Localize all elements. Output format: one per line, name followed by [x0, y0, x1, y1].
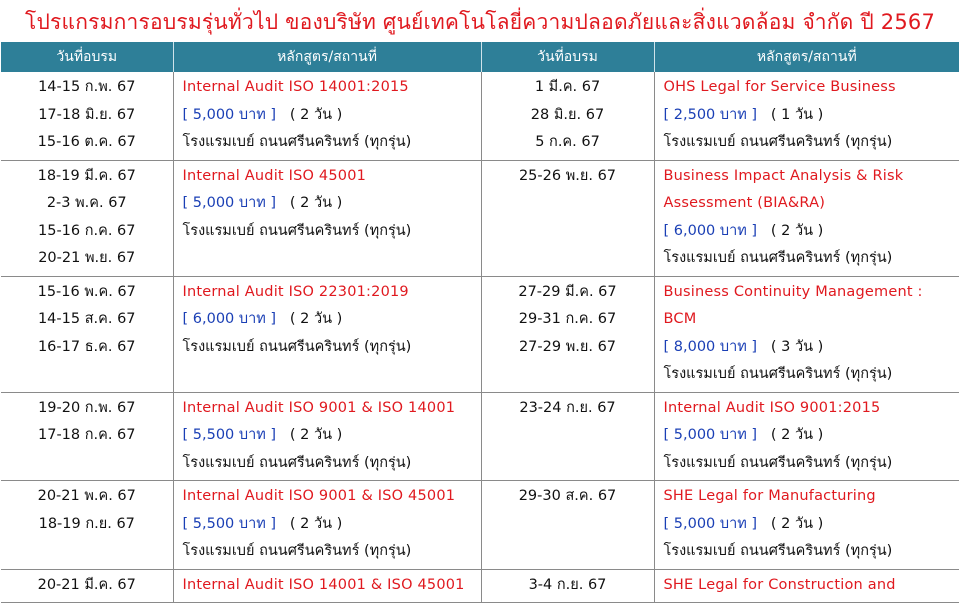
price-line [183, 422, 481, 450]
course-name: Internal Audit ISO 22301:2019 [182, 283, 409, 300]
table-row [1, 392, 959, 481]
course-price: [ 5,500 บาท ] [182, 427, 277, 443]
course-duration: ( 2 วัน ) [289, 311, 343, 327]
header-course-right: หลักสูตร/สถานที่ [654, 42, 959, 72]
course-venue: โรงแรมเบย์ ถนนศรีนครินทร์ (ทุกรุ่น) [182, 134, 412, 150]
training-date: 15-16 ต.ค. 67 [37, 134, 136, 150]
course-duration: ( 2 วัน ) [289, 106, 343, 123]
training-date: 3-4 ก.ย. 67 [528, 576, 607, 593]
schedule-table [1, 42, 959, 603]
course-cell [173, 392, 481, 481]
training-date: 29-31 ก.ค. 67 [518, 311, 617, 327]
training-date: 20-21 มี.ค. 67 [37, 576, 136, 593]
price-line [183, 306, 481, 334]
course-price: [ 2,500 บาท ] [663, 106, 758, 123]
training-date: 15-16 ก.ค. 67 [38, 222, 136, 239]
course-name: Internal Audit ISO 45001 [182, 167, 367, 184]
course-cell [654, 72, 959, 160]
course-price: [ 6,000 บาท ] [663, 222, 758, 239]
date-cell [1, 392, 173, 481]
course-cell [173, 160, 481, 276]
course-venue: โรงแรมเบย์ ถนนศรีนครินทร์ (ทุกรุ่น) [663, 454, 893, 471]
table-row [1, 72, 959, 160]
course-duration: ( 2 วัน ) [770, 222, 824, 239]
price-line [664, 218, 960, 246]
course-venue: โรงแรมเบย์ ถนนศรีนครินทร์ (ทุกรุ่น) [182, 543, 412, 559]
table-row [1, 481, 959, 570]
page-title: โปรแกรมการอบรมรุ่นทั่วไป ของบริษัท ศูนย์เทคโนโลยี่ความปลอดภัยและสิ่งแวดล้อม จำกัด ปี 2567 [24, 10, 936, 34]
course-cell [173, 276, 481, 392]
course-cell [654, 160, 959, 276]
course-name: Internal Audit ISO 9001 & ISO 45001 [182, 488, 456, 504]
training-date: 23-24 ก.ย. 67 [519, 399, 616, 416]
course-price: [ 5,500 บาท ] [182, 515, 277, 532]
date-cell [481, 160, 654, 276]
date-cell [481, 276, 654, 392]
header-course-left: หลักสูตร/สถานที่ [173, 42, 481, 72]
course-name: Assessment (BIA&RA) [663, 195, 826, 211]
course-venue: โรงแรมเบย์ ถนนศรีนครินทร์ (ทุกรุ่น) [182, 454, 412, 471]
course-cell [173, 72, 481, 160]
training-date: 1 มี.ค. 67 [534, 79, 601, 95]
date-cell [1, 569, 173, 603]
course-price: [ 6,000 บาท ] [182, 311, 277, 327]
training-date: 5 ก.ค. 67 [535, 134, 600, 150]
course-venue: โรงแรมเบย์ ถนนศรีนครินทร์ (ทุกรุ่น) [663, 134, 893, 150]
table-row [1, 160, 959, 276]
course-name: Internal Audit ISO 14001:2015 [182, 79, 409, 95]
course-cell [654, 481, 959, 570]
course-price: [ 8,000 บาท ] [663, 338, 758, 355]
course-cell [173, 569, 481, 603]
price-line [183, 190, 481, 218]
course-name: Business Impact Analysis & Risk [663, 167, 904, 184]
training-date: 18-19 มี.ค. 67 [37, 167, 136, 184]
date-cell [1, 481, 173, 570]
course-duration: ( 2 วัน ) [770, 515, 824, 532]
course-duration: ( 2 วัน ) [289, 427, 343, 443]
course-cell [654, 569, 959, 603]
course-name: Business Continuity Management : [663, 283, 923, 300]
training-date: 27-29 มี.ค. 67 [518, 283, 617, 300]
date-cell [481, 72, 654, 160]
course-venue: โรงแรมเบย์ ถนนศรีนครินทร์ (ทุกรุ่น) [663, 250, 893, 266]
date-cell [1, 72, 173, 160]
price-line [664, 511, 960, 539]
course-cell [173, 481, 481, 570]
course-venue: โรงแรมเบย์ ถนนศรีนครินทร์ (ทุกรุ่น) [663, 366, 893, 382]
table-header-row [1, 42, 959, 72]
date-cell [481, 392, 654, 481]
training-date: 19-20 ก.พ. 67 [38, 399, 136, 416]
training-date: 28 มิ.ย. 67 [530, 106, 605, 123]
training-date: 16-17 ธ.ค. 67 [37, 338, 136, 355]
price-line [664, 334, 960, 362]
course-name: SHE Legal for Manufacturing [663, 488, 876, 504]
price-line [183, 511, 481, 539]
course-venue: โรงแรมเบย์ ถนนศรีนครินทร์ (ทุกรุ่น) [182, 338, 412, 355]
course-price: [ 5,000 บาท ] [182, 106, 277, 123]
header-date-left: วันที่อบรม [1, 42, 173, 72]
date-cell [481, 569, 654, 603]
table-row [1, 569, 959, 603]
course-name: Internal Audit ISO 9001:2015 [663, 399, 881, 416]
course-venue: โรงแรมเบย์ ถนนศรีนครินทร์ (ทุกรุ่น) [663, 543, 893, 559]
training-date: 14-15 ส.ค. 67 [37, 311, 136, 327]
price-line [664, 422, 960, 450]
course-cell [654, 276, 959, 392]
course-price: [ 5,000 บาท ] [663, 515, 758, 532]
training-date: 17-18 ก.ค. 67 [38, 427, 136, 443]
price-line [183, 102, 481, 130]
training-date: 20-21 พ.ย. 67 [38, 250, 136, 266]
header-date-right: วันที่อบรม [481, 42, 654, 72]
training-date: 25-26 พ.ย. 67 [518, 167, 617, 184]
training-date: 15-16 พ.ค. 67 [37, 283, 136, 300]
course-name: OHS Legal for Service Business [663, 79, 896, 95]
course-price: [ 5,000 บาท ] [663, 427, 758, 443]
course-duration: ( 2 วัน ) [289, 195, 343, 211]
training-date: 27-29 พ.ย. 67 [518, 338, 617, 355]
course-cell [654, 392, 959, 481]
training-date: 14-15 ก.พ. 67 [38, 79, 136, 95]
course-name: SHE Legal for Construction and [663, 576, 896, 593]
table-row [1, 276, 959, 392]
course-venue: โรงแรมเบย์ ถนนศรีนครินทร์ (ทุกรุ่น) [182, 222, 412, 239]
training-date: 20-21 พ.ค. 67 [37, 488, 136, 504]
course-duration: ( 3 วัน ) [770, 338, 824, 355]
training-date: 18-19 ก.ย. 67 [38, 515, 135, 532]
date-cell [1, 160, 173, 276]
training-date: 17-18 มิ.ย. 67 [38, 106, 136, 123]
course-duration: ( 2 วัน ) [770, 427, 824, 443]
course-duration: ( 1 วัน ) [770, 106, 824, 123]
course-name: Internal Audit ISO 14001 & ISO 45001 [182, 576, 465, 593]
training-date: 2-3 พ.ค. 67 [46, 195, 127, 211]
course-duration: ( 2 วัน ) [289, 515, 343, 532]
course-name: BCM [663, 311, 697, 327]
date-cell [1, 276, 173, 392]
course-price: [ 5,000 บาท ] [182, 195, 277, 211]
price-line [664, 102, 960, 130]
training-date: 29-30 ส.ค. 67 [518, 488, 617, 504]
course-name: Internal Audit ISO 9001 & ISO 14001 [182, 399, 456, 416]
date-cell [481, 481, 654, 570]
